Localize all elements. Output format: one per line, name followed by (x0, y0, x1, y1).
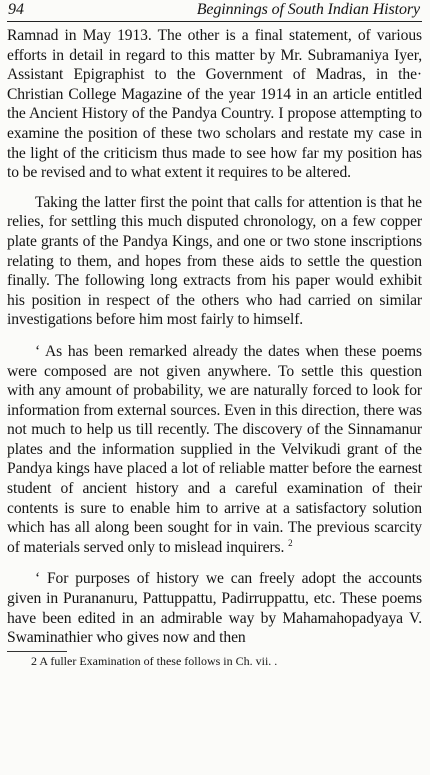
page-number: 94 (8, 1, 24, 18)
paragraph-2: Taking the latter first the point that calls for attention is that he relies, for settling this much disputed chronology, on a few copper plate grants of the Pandya Kings, and one or two stone inscriptions relating to them, and hopes from these aids to settle the question finally. The following long extracts from his paper would exhibit his position in respect of the others who had carried on similar investigations before him most fairly to himself. (7, 193, 422, 329)
paragraph-3-text: ‘ As has been remarked already the dates when these poems were composed are not given anywhere. To settle this question with any amount of probability, we are naturally forced to look for information from external sources. Even in this direction, there was not much to help us till recently. The discovery of the Sinnamanur plates and the information supplied in the Velvikudi grant of the Pandya kings have placed a lot of reliable matter before the earnest student of ancient history and a careful examination of their contents is sure to enable him to arrive at a satisfactory solution which has all along been sought for in vain. The previous scarcity of materials served only to mislead inquirers. (7, 342, 422, 556)
paragraph-4-quote: ‘ For purposes of history we can freely adopt the accounts given in Purananuru, Pattuppattu, Padirruppattu, etc. These poems have been edited in an admirable way by Mahamahopadyaya V. Swaminathier who gives now and then (7, 570, 422, 647)
footnote: 2 A fuller Examination of these follows in Ch. vii. . (31, 653, 278, 668)
paragraph-1: Ramnad in May 1913. The other is a final statement, of various efforts in detail in regard to this matter by Mr. Subramaniya Iyer, Assistant Epigraphist to the Government of Madras, in the· Christian College Magazine of the year 1914 in an article entitled the Ancient History of the Pandya Country. I propose attempting to examine the position of these two scholars and restate my case in the light of the criticism thus made to see how far my position has to be revised and to what extent it requires to be altered. (7, 27, 422, 182)
paragraph-3-quote (7, 342, 422, 558)
running-head: Beginnings of South Indian History (196, 1, 420, 18)
page-header (7, 0, 422, 22)
page-body (7, 26, 422, 648)
footnote-reference: 2 (288, 537, 293, 548)
footnote-divider (7, 651, 67, 652)
